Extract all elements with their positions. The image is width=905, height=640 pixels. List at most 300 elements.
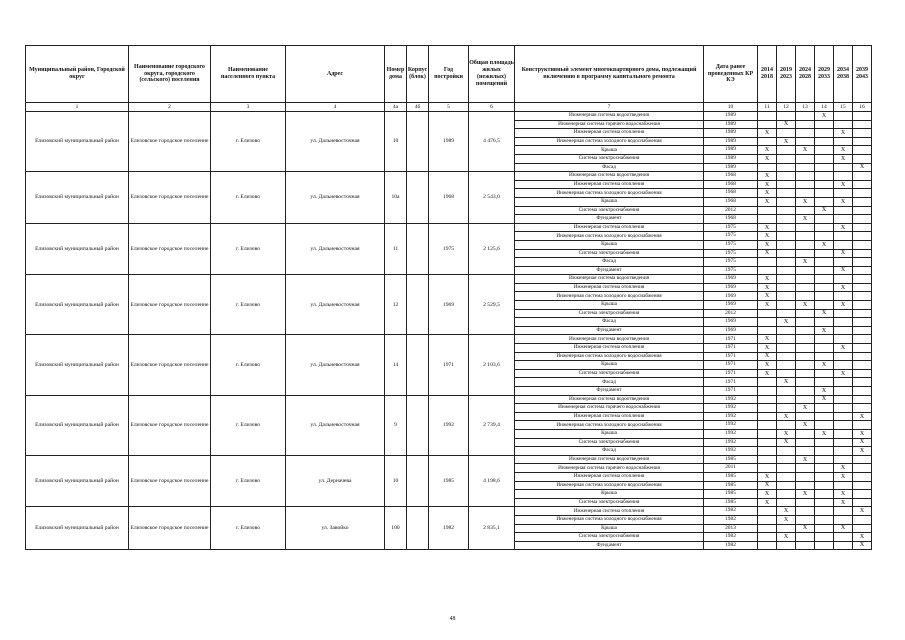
prior-repair-date-cell: 1992 <box>704 412 758 421</box>
period-mark-cell: X <box>758 275 777 284</box>
element-cell: Инженерная система горячего водоснабжения <box>515 464 704 473</box>
period-mark-cell <box>758 120 777 129</box>
column-number: 1 <box>26 103 129 112</box>
prior-repair-date-cell: 1971 <box>704 361 758 370</box>
column-number: 5 <box>429 103 469 112</box>
period-mark-cell: X <box>796 258 815 267</box>
period-mark-cell <box>796 309 815 318</box>
prior-repair-date-cell: 1985 <box>704 481 758 490</box>
period-mark-cell <box>815 292 834 301</box>
period-mark-cell <box>853 344 872 353</box>
prior-repair-date-cell: 1992 <box>704 421 758 430</box>
period-mark-cell: X <box>834 369 853 378</box>
period-mark-cell: X <box>758 129 777 138</box>
period-mark-cell <box>834 378 853 387</box>
district-cell: Елизовский муниципальный район <box>26 112 129 172</box>
element-cell: Фасад <box>515 163 704 172</box>
period-mark-cell: X <box>777 507 796 516</box>
area-cell: 4 476,5 <box>469 112 515 172</box>
element-cell: Инженерная система отопления <box>515 283 704 292</box>
element-cell: Система электроснабжения <box>515 369 704 378</box>
period-mark-cell <box>834 189 853 198</box>
period-mark-cell <box>758 421 777 430</box>
period-mark-cell <box>853 197 872 206</box>
period-mark-cell <box>853 490 872 499</box>
district-cell: Елизовский муниципальный район <box>26 507 129 550</box>
block-cell <box>407 507 429 550</box>
area-cell: 2 103,6 <box>469 335 515 395</box>
period-mark-cell <box>777 275 796 284</box>
period-mark-cell: X <box>796 490 815 499</box>
period-mark-cell <box>853 292 872 301</box>
period-mark-cell <box>796 378 815 387</box>
prior-repair-date-cell: 1985 <box>704 498 758 507</box>
period-mark-cell <box>815 447 834 456</box>
element-cell: Фасад <box>515 378 704 387</box>
period-mark-cell <box>815 189 834 198</box>
period-mark-cell <box>853 387 872 396</box>
header-row <box>26 46 872 103</box>
period-mark-cell <box>796 387 815 396</box>
period-mark-cell <box>796 180 815 189</box>
element-cell: Крыша <box>515 490 704 499</box>
prior-repair-date-cell: 1969 <box>704 326 758 335</box>
period-mark-cell <box>777 361 796 370</box>
period-mark-cell <box>777 387 796 396</box>
period-mark-cell <box>758 112 777 121</box>
period-mark-cell <box>853 223 872 232</box>
period-mark-cell <box>777 464 796 473</box>
column-number: 7 <box>515 103 704 112</box>
period-mark-cell <box>777 344 796 353</box>
prior-repair-date-cell: 1975 <box>704 240 758 249</box>
period-mark-cell <box>777 326 796 335</box>
period-mark-cell <box>853 232 872 241</box>
element-cell: Фундамент <box>515 541 704 550</box>
element-cell: Крыша <box>515 240 704 249</box>
period-mark-cell <box>815 464 834 473</box>
period-mark-cell <box>796 318 815 327</box>
period-mark-cell <box>777 146 796 155</box>
period-mark-cell <box>834 447 853 456</box>
house-number-cell: 10 <box>385 455 407 507</box>
build-year-cell: 1992 <box>429 395 469 455</box>
period-mark-cell <box>815 137 834 146</box>
period-mark-cell <box>796 447 815 456</box>
element-cell: Инженерная система горячего водоснабжения <box>515 404 704 413</box>
period-mark-cell <box>758 137 777 146</box>
prior-repair-date-cell: 1989 <box>704 137 758 146</box>
period-mark-cell <box>815 524 834 533</box>
period-mark-cell <box>815 258 834 267</box>
period-mark-cell <box>777 490 796 499</box>
header-col-16: 2039 2043 <box>853 46 872 103</box>
table-row <box>26 275 872 284</box>
period-mark-cell <box>777 309 796 318</box>
element-cell: Инженерная система отопления <box>515 129 704 138</box>
period-mark-cell <box>834 240 853 249</box>
period-mark-cell <box>758 318 777 327</box>
period-mark-cell <box>834 352 853 361</box>
period-mark-cell <box>815 223 834 232</box>
period-mark-cell <box>796 275 815 284</box>
element-cell: Инженерная система водоотведения <box>515 275 704 284</box>
period-mark-cell <box>815 215 834 224</box>
period-mark-cell <box>834 318 853 327</box>
period-mark-cell <box>834 455 853 464</box>
period-mark-cell <box>815 283 834 292</box>
period-mark-cell: X <box>758 154 777 163</box>
period-mark-cell <box>758 455 777 464</box>
block-cell <box>407 455 429 507</box>
period-mark-cell <box>777 129 796 138</box>
locality-cell: г. Елизово <box>211 507 286 550</box>
prior-repair-date-cell: 1968 <box>704 215 758 224</box>
build-year-cell: 1989 <box>429 112 469 172</box>
period-mark-cell: X <box>853 533 872 542</box>
period-mark-cell <box>777 232 796 241</box>
element-cell: Крыша <box>515 146 704 155</box>
prior-repair-date-cell: 1992 <box>704 404 758 413</box>
column-number: 4 <box>286 103 385 112</box>
period-mark-cell <box>777 266 796 275</box>
period-mark-cell <box>834 292 853 301</box>
prior-repair-date-cell: 1982 <box>704 507 758 516</box>
house-number-cell: 9 <box>385 395 407 455</box>
period-mark-cell <box>853 455 872 464</box>
period-mark-cell <box>815 172 834 181</box>
build-year-cell: 1975 <box>429 223 469 275</box>
element-cell: Инженерная система водоотведения <box>515 395 704 404</box>
period-mark-cell <box>815 344 834 353</box>
period-mark-cell <box>796 412 815 421</box>
street-cell: ул. Дальневосточная <box>286 112 385 172</box>
period-mark-cell <box>834 335 853 344</box>
prior-repair-date-cell: 1989 <box>704 129 758 138</box>
house-number-cell: 10 <box>385 112 407 172</box>
block-cell <box>407 395 429 455</box>
period-mark-cell: X <box>834 344 853 353</box>
period-mark-cell <box>815 318 834 327</box>
period-mark-cell <box>853 335 872 344</box>
period-mark-cell <box>853 515 872 524</box>
period-mark-cell <box>777 180 796 189</box>
period-mark-cell <box>815 369 834 378</box>
period-mark-cell <box>853 189 872 198</box>
period-mark-cell <box>796 395 815 404</box>
element-cell: Фундамент <box>515 387 704 396</box>
element-cell: Крыша <box>515 301 704 310</box>
period-mark-cell <box>815 249 834 258</box>
element-cell: Система электроснабжения <box>515 309 704 318</box>
period-mark-cell <box>815 455 834 464</box>
prior-repair-date-cell: 1969 <box>704 283 758 292</box>
period-mark-cell <box>796 129 815 138</box>
period-mark-cell <box>834 258 853 267</box>
period-mark-cell <box>853 404 872 413</box>
period-mark-cell: X <box>758 283 777 292</box>
period-mark-cell <box>834 361 853 370</box>
prior-repair-date-cell: 1982 <box>704 541 758 550</box>
period-mark-cell <box>815 490 834 499</box>
prior-repair-date-cell: 1989 <box>704 120 758 129</box>
settlement-cell: Елизовское городское поселение <box>129 172 211 224</box>
prior-repair-date-cell: 1971 <box>704 335 758 344</box>
period-mark-cell <box>815 378 834 387</box>
column-number: 4б <box>407 103 429 112</box>
prior-repair-date-cell: 1992 <box>704 447 758 456</box>
prior-repair-date-cell: 2012 <box>704 206 758 215</box>
period-mark-cell <box>853 275 872 284</box>
period-mark-cell <box>853 378 872 387</box>
period-mark-cell <box>834 275 853 284</box>
element-cell: Система электроснабжения <box>515 206 704 215</box>
period-mark-cell: X <box>758 189 777 198</box>
period-mark-cell <box>777 369 796 378</box>
period-mark-cell <box>853 240 872 249</box>
period-mark-cell: X <box>758 197 777 206</box>
column-number: 15 <box>834 103 853 112</box>
header-col-5: Номер дома <box>385 46 407 103</box>
period-mark-cell <box>758 215 777 224</box>
period-mark-cell <box>853 524 872 533</box>
period-mark-cell <box>853 249 872 258</box>
period-mark-cell <box>815 197 834 206</box>
header-col-10: Дата ранее проведенных КР КЭ <box>704 46 758 103</box>
settlement-cell: Елизовское городское поселение <box>129 335 211 395</box>
district-cell: Елизовский муниципальный район <box>26 455 129 507</box>
period-mark-cell: X <box>777 515 796 524</box>
header-col-3: Наименование населенного пункта <box>211 46 286 103</box>
period-mark-cell <box>853 421 872 430</box>
period-mark-cell <box>796 481 815 490</box>
period-mark-cell <box>796 335 815 344</box>
column-number: 12 <box>777 103 796 112</box>
period-mark-cell <box>815 421 834 430</box>
locality-cell: г. Елизово <box>211 395 286 455</box>
period-mark-cell <box>815 515 834 524</box>
period-mark-cell: X <box>777 533 796 542</box>
locality-cell: г. Елизово <box>211 275 286 335</box>
period-mark-cell <box>834 515 853 524</box>
block-cell <box>407 275 429 335</box>
header-col-15: 2034 2038 <box>834 46 853 103</box>
period-mark-cell <box>815 335 834 344</box>
period-mark-cell: X <box>796 421 815 430</box>
period-mark-cell <box>796 232 815 241</box>
block-cell <box>407 335 429 395</box>
area-cell: 2 739,4 <box>469 395 515 455</box>
table-row <box>26 223 872 232</box>
element-cell: Инженерная система отопления <box>515 223 704 232</box>
locality-cell: г. Елизово <box>211 112 286 172</box>
element-cell: Система электроснабжения <box>515 498 704 507</box>
period-mark-cell: X <box>853 541 872 550</box>
period-mark-cell <box>834 387 853 396</box>
period-mark-cell: X <box>834 154 853 163</box>
period-mark-cell: X <box>796 301 815 310</box>
prior-repair-date-cell: 1975 <box>704 266 758 275</box>
period-mark-cell <box>815 541 834 550</box>
period-mark-cell: X <box>853 163 872 172</box>
period-mark-cell <box>815 266 834 275</box>
period-mark-cell <box>796 266 815 275</box>
area-cell: 4 198,6 <box>469 455 515 507</box>
period-mark-cell <box>796 120 815 129</box>
element-cell: Крыша <box>515 361 704 370</box>
period-mark-cell <box>834 507 853 516</box>
period-mark-cell <box>853 352 872 361</box>
period-mark-cell <box>796 137 815 146</box>
period-mark-cell <box>815 498 834 507</box>
period-mark-cell <box>815 154 834 163</box>
period-mark-cell <box>796 112 815 121</box>
period-mark-cell <box>777 197 796 206</box>
period-mark-cell <box>853 464 872 473</box>
period-mark-cell <box>815 404 834 413</box>
period-mark-cell <box>853 369 872 378</box>
period-mark-cell <box>796 361 815 370</box>
period-mark-cell <box>815 507 834 516</box>
period-mark-cell <box>777 524 796 533</box>
prior-repair-date-cell: 1971 <box>704 378 758 387</box>
element-cell: Инженерная система отопления <box>515 472 704 481</box>
period-mark-cell: X <box>758 232 777 241</box>
period-mark-cell <box>777 541 796 550</box>
locality-cell: г. Елизово <box>211 455 286 507</box>
period-mark-cell <box>796 352 815 361</box>
header-col-7: Год постройки <box>429 46 469 103</box>
district-cell: Елизовский муниципальный район <box>26 172 129 224</box>
period-mark-cell: X <box>758 481 777 490</box>
prior-repair-date-cell: 1971 <box>704 387 758 396</box>
period-mark-cell <box>758 326 777 335</box>
period-mark-cell <box>796 249 815 258</box>
period-mark-cell <box>853 154 872 163</box>
period-mark-cell <box>834 137 853 146</box>
period-mark-cell <box>758 266 777 275</box>
period-mark-cell <box>815 352 834 361</box>
element-cell: Система электроснабжения <box>515 533 704 542</box>
period-mark-cell: X <box>777 318 796 327</box>
period-mark-cell <box>758 533 777 542</box>
period-mark-cell: X <box>796 524 815 533</box>
period-mark-cell <box>853 112 872 121</box>
period-mark-cell <box>796 223 815 232</box>
period-mark-cell <box>815 129 834 138</box>
settlement-cell: Елизовское городское поселение <box>129 223 211 275</box>
period-mark-cell <box>853 472 872 481</box>
prior-repair-date-cell: 1975 <box>704 232 758 241</box>
build-year-cell: 1982 <box>429 507 469 550</box>
period-mark-cell <box>777 498 796 507</box>
period-mark-cell <box>758 163 777 172</box>
period-mark-cell <box>796 172 815 181</box>
element-cell: Система электроснабжения <box>515 438 704 447</box>
period-mark-cell: X <box>758 498 777 507</box>
period-mark-cell <box>853 215 872 224</box>
period-mark-cell <box>853 266 872 275</box>
period-mark-cell: X <box>758 344 777 353</box>
element-cell: Крыша <box>515 429 704 438</box>
period-mark-cell: X <box>834 197 853 206</box>
prior-repair-date-cell: 1982 <box>704 515 758 524</box>
period-mark-cell <box>777 215 796 224</box>
district-cell: Елизовский муниципальный район <box>26 223 129 275</box>
element-cell: Инженерная система водоотведения <box>515 172 704 181</box>
period-mark-cell: X <box>853 507 872 516</box>
element-cell: Крыша <box>515 197 704 206</box>
period-mark-cell: X <box>834 490 853 499</box>
period-mark-cell <box>834 163 853 172</box>
period-mark-cell <box>758 309 777 318</box>
prior-repair-date-cell: 1985 <box>704 455 758 464</box>
period-mark-cell: X <box>853 412 872 421</box>
period-mark-cell <box>796 541 815 550</box>
period-mark-cell <box>796 498 815 507</box>
prior-repair-date-cell: 1968 <box>704 189 758 198</box>
prior-repair-date-cell: 1989 <box>704 154 758 163</box>
period-mark-cell <box>834 172 853 181</box>
prior-repair-date-cell: 2013 <box>704 524 758 533</box>
period-mark-cell <box>777 421 796 430</box>
element-cell: Инженерная система холодного водоснабжения <box>515 352 704 361</box>
period-mark-cell <box>815 120 834 129</box>
period-mark-cell: X <box>834 464 853 473</box>
period-mark-cell: X <box>796 404 815 413</box>
period-mark-cell: X <box>853 438 872 447</box>
period-mark-cell <box>796 344 815 353</box>
period-mark-cell <box>758 515 777 524</box>
block-cell <box>407 112 429 172</box>
column-number: 13 <box>796 103 815 112</box>
element-cell: Фасад <box>515 447 704 456</box>
period-mark-cell: X <box>758 472 777 481</box>
header-col-2: Наименование городского округа, городского (сельского) поселения <box>129 46 211 103</box>
period-mark-cell <box>777 395 796 404</box>
period-mark-cell: X <box>758 146 777 155</box>
table-row <box>26 112 872 121</box>
period-mark-cell: X <box>834 283 853 292</box>
table-row <box>26 507 872 516</box>
period-mark-cell <box>853 361 872 370</box>
period-mark-cell: X <box>758 369 777 378</box>
period-mark-cell: X <box>796 455 815 464</box>
period-mark-cell <box>853 206 872 215</box>
element-cell: Инженерная система отопления <box>515 412 704 421</box>
period-mark-cell: X <box>815 326 834 335</box>
period-mark-cell <box>758 464 777 473</box>
house-number-cell: 12 <box>385 275 407 335</box>
period-mark-cell <box>853 258 872 267</box>
period-mark-cell <box>777 163 796 172</box>
prior-repair-date-cell: 1992 <box>704 395 758 404</box>
period-mark-cell <box>834 120 853 129</box>
period-mark-cell <box>796 515 815 524</box>
period-mark-cell <box>796 292 815 301</box>
prior-repair-date-cell: 1971 <box>704 369 758 378</box>
prior-repair-date-cell: 2012 <box>704 309 758 318</box>
column-number-row <box>26 103 872 112</box>
period-mark-cell <box>834 438 853 447</box>
period-mark-cell <box>777 154 796 163</box>
settlement-cell: Елизовское городское поселение <box>129 275 211 335</box>
period-mark-cell <box>777 249 796 258</box>
area-cell: 2 529,5 <box>469 275 515 335</box>
period-mark-cell <box>796 533 815 542</box>
period-mark-cell: X <box>834 129 853 138</box>
period-mark-cell: X <box>853 429 872 438</box>
